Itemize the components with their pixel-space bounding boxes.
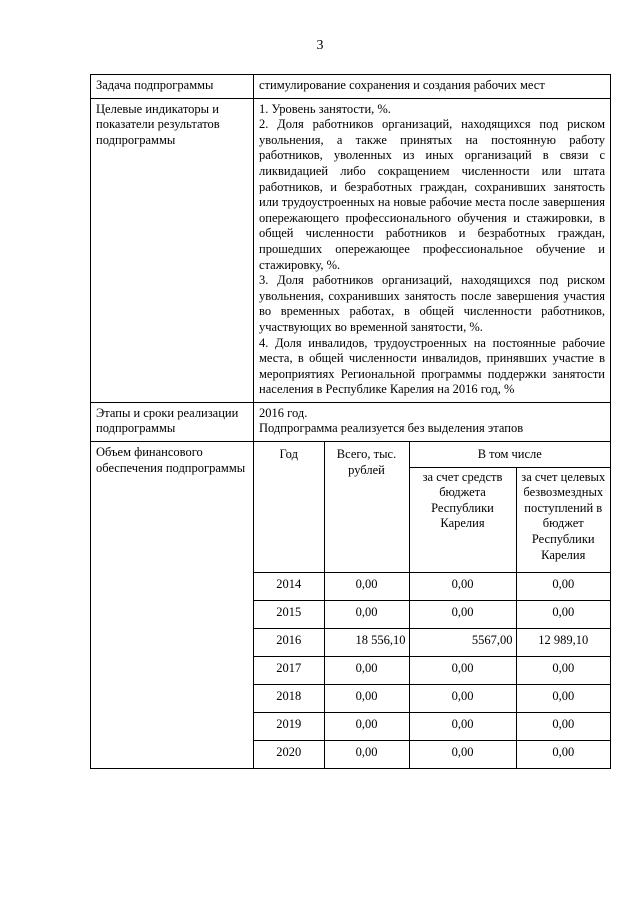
indicator-item: 1. Уровень занятости, %. — [259, 101, 391, 116]
task-value: стимулирование сохранения и создания рабочих мест — [254, 75, 611, 99]
cell-grants: 0,00 — [516, 600, 610, 628]
cell-year: 2018 — [254, 684, 324, 712]
finance-header-row — [254, 442, 610, 467]
header-total: Всего, тыс. рублей — [324, 442, 409, 572]
header-budget: за счет средств бюджета Республики Карелия — [409, 467, 516, 572]
cell-grants: 12 989,10 — [516, 628, 610, 656]
cell-year: 2020 — [254, 740, 324, 768]
cell-year: 2017 — [254, 656, 324, 684]
header-grants: за счет целевых безвозмездных поступлений в бюджет Республики Карелия — [516, 467, 610, 572]
cell-total: 0,00 — [324, 656, 409, 684]
stages-year: 2016 год. — [259, 405, 308, 420]
indicator-item: 3. Доля работников организаций, находящихся под риском увольнения, сохранивших занятость после завершения участия во временных работах, в общей численности работников, участвующих во временной занятости, %. — [259, 273, 605, 334]
cell-total: 0,00 — [324, 600, 409, 628]
cell-budget: 0,00 — [409, 684, 516, 712]
cell-budget: 0,00 — [409, 572, 516, 600]
cell-year: 2014 — [254, 572, 324, 600]
header-including: В том числе — [409, 442, 610, 467]
stages-label: Этапы и сроки реализации подпрограммы — [91, 402, 254, 441]
page-number: 3 — [316, 38, 324, 53]
indicators-list — [254, 98, 611, 402]
table-row — [254, 684, 610, 712]
row-task — [91, 75, 611, 99]
cell-budget: 0,00 — [409, 740, 516, 768]
finance-table — [254, 442, 610, 768]
indicator-item: 2. Доля работников организаций, находящихся под риском увольнения, а также принятых на постоянную работу работников, уволенных из иных организаций в связи с ликвидацией либо сокращением численности или штата работников, и безработных граждан, сохранивших занятость или трудоустроенных на новые рабочие места после завершения опережающего профессионального обучения и стажировки, в общей численности работников и безработных граждан, прошедших опережающее профессиональное обучение и стажировку, %. — [259, 117, 605, 272]
row-finance — [91, 442, 611, 769]
cell-total: 0,00 — [324, 740, 409, 768]
cell-grants: 0,00 — [516, 572, 610, 600]
row-stages — [91, 402, 611, 441]
table-row — [254, 712, 610, 740]
indicator-item: 4. Доля инвалидов, трудоустроенных на постоянные рабочие места, в общей численности инвалидов, принявших участие в мероприятиях Региональной программы поддержки занятости населения в Республике Карелия на 2016 год, % — [259, 335, 605, 397]
passport-table — [90, 74, 611, 769]
row-indicators — [91, 98, 611, 402]
cell-grants: 0,00 — [516, 684, 610, 712]
cell-grants: 0,00 — [516, 712, 610, 740]
cell-grants: 0,00 — [516, 656, 610, 684]
table-row — [254, 628, 610, 656]
cell-budget: 0,00 — [409, 712, 516, 740]
cell-budget: 5567,00 — [409, 628, 516, 656]
cell-year: 2019 — [254, 712, 324, 740]
cell-budget: 0,00 — [409, 656, 516, 684]
finance-cell — [254, 442, 611, 769]
cell-total: 0,00 — [324, 684, 409, 712]
cell-grants: 0,00 — [516, 740, 610, 768]
cell-budget: 0,00 — [409, 600, 516, 628]
header-year: Год — [254, 442, 324, 572]
table-row — [254, 740, 610, 768]
cell-total: 18 556,10 — [324, 628, 409, 656]
task-label: Задача подпрограммы — [91, 75, 254, 99]
cell-total: 0,00 — [324, 572, 409, 600]
table-row — [254, 572, 610, 600]
table-row — [254, 600, 610, 628]
cell-year: 2015 — [254, 600, 324, 628]
cell-total: 0,00 — [324, 712, 409, 740]
indicators-label: Целевые индикаторы и показатели результатов подпрограммы — [91, 98, 254, 402]
stages-note: Подпрограмма реализуется без выделения этапов — [259, 421, 524, 436]
cell-year: 2016 — [254, 628, 324, 656]
stages-value — [254, 402, 611, 441]
finance-label: Объем финансового обеспечения подпрограммы — [91, 442, 254, 769]
table-row — [254, 656, 610, 684]
